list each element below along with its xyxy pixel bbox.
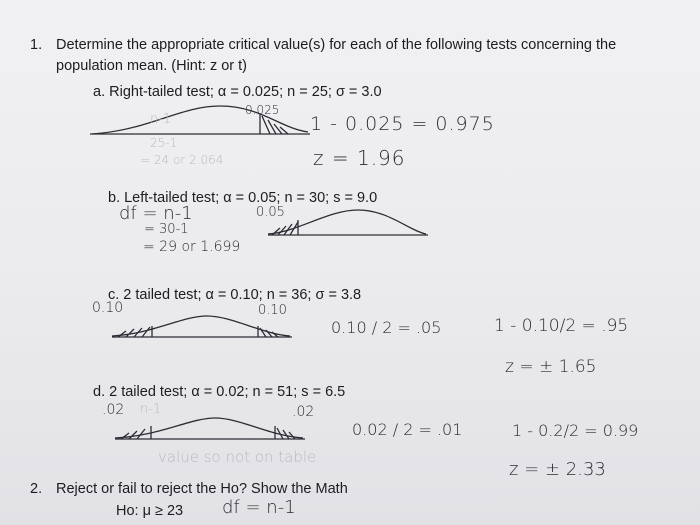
- part-b-hand-df-step: = 30-1: [144, 222, 189, 237]
- part-b-hand-df: df = n-1: [119, 203, 193, 224]
- question-1-prompt-line-1: Determine the appropriate critical value(s) for each of the following tests concerning the: [56, 37, 617, 53]
- part-b-hand-alpha: 0.05: [256, 205, 285, 220]
- part-a-text: a. Right-tailed test; α = 0.025; n = 25; σ = 3.0: [93, 84, 382, 100]
- part-b-hand-df-result: = 29 or 1.699: [143, 239, 241, 255]
- part-c-hand-fraction: 0.10 / 2 = .05: [331, 318, 442, 337]
- question-2-hypothesis: Ho: μ ≥ 23: [116, 503, 184, 519]
- question-2-hand-df: df = n-1: [222, 497, 296, 518]
- question-1-prompt-line-2: population mean. (Hint: z or t): [56, 58, 248, 74]
- part-d-hand-calculation: 1 - 0.2/2 = 0.99: [512, 421, 639, 440]
- part-d-text: d. 2 tailed test; α = 0.02; n = 51; s = 6.5: [93, 384, 346, 400]
- part-d-distribution-sketch: [115, 412, 305, 444]
- part-d-hand-right-tail: .02: [292, 404, 315, 420]
- question-1-number: 1.: [30, 37, 43, 53]
- part-c-hand-z-value: z = ± 1.65: [505, 357, 597, 377]
- part-a-faint-note-1: n-1: [150, 112, 172, 127]
- part-d-faint-note-2: value so not on table: [158, 448, 317, 466]
- question-2-prompt: Reject or fail to reject the Ho? Show the Math: [56, 481, 348, 497]
- part-a-hand-calculation: 1 - 0.025 = 0.975: [310, 113, 495, 135]
- part-d-hand-fraction: 0.02 / 2 = .01: [352, 420, 463, 439]
- part-b-text: b. Left-tailed test; α = 0.05; n = 30; s = 9.0: [108, 190, 378, 206]
- part-b-distribution-sketch: [268, 206, 428, 240]
- part-d-hand-z-value: z = ± 2.33: [509, 459, 606, 480]
- part-d-hand-left-tail: .02: [102, 402, 125, 418]
- part-c-hand-left-tail: 0.10: [92, 300, 124, 316]
- part-c-distribution-sketch: [112, 312, 292, 342]
- question-2-number: 2.: [30, 481, 43, 497]
- part-a-hand-alpha: 0.025: [245, 103, 280, 117]
- part-c-hand-calculation: 1 - 0.10/2 = .95: [494, 316, 629, 336]
- part-a-faint-note-2: 25-1: [150, 136, 178, 150]
- part-c-text: c. 2 tailed test; α = 0.10; n = 36; σ = 3.8: [108, 287, 362, 303]
- part-d-faint-note-1: n-1: [140, 402, 162, 417]
- part-a-faint-note-3: = 24 or 2.064: [140, 153, 224, 167]
- part-a-hand-z-value: z = 1.96: [313, 146, 406, 170]
- part-c-hand-right-tail: 0.10: [258, 303, 287, 318]
